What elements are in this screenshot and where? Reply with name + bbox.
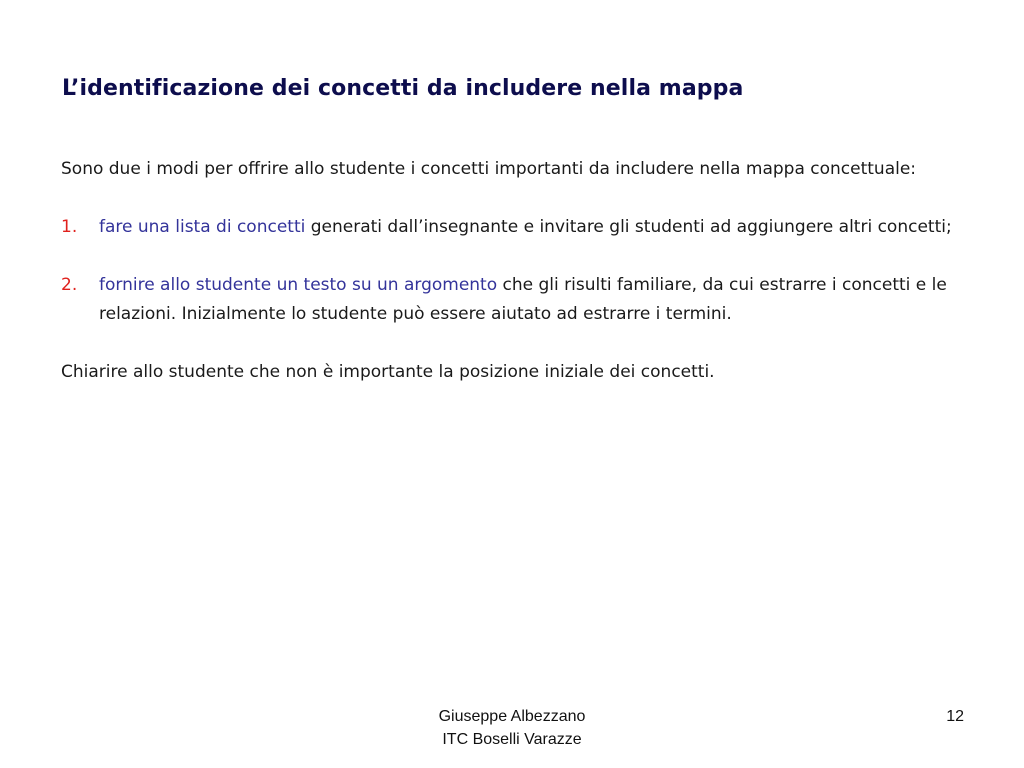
list-number-1: 1. <box>61 217 78 237</box>
page-number: 12 <box>946 708 964 725</box>
intro-paragraph: Sono due i modi per offrire allo studente i concetti importanti da includere nella mappa concettuale: <box>61 159 917 179</box>
slide-title: L’identificazione dei concetti da includere nella mappa <box>62 76 744 101</box>
list-text-2: che gli risulti familiare, da cui estrarre i concetti e le relazioni. Inizialmente lo studente può essere aiutato ad estrarre i termini. <box>99 275 947 324</box>
list-text-1: generati dall’insegnante e invitare gli studenti ad aggiungere altri concetti; <box>305 217 952 237</box>
list-number-2: 2. <box>61 275 78 295</box>
footer-author: Giuseppe Albezzano <box>438 708 586 725</box>
list-highlight-1: fare una lista di concetti <box>99 217 306 237</box>
footer-school: ITC Boselli Varazze <box>442 731 582 748</box>
footer-credits <box>412 705 612 751</box>
list-item-2 <box>61 271 961 329</box>
list-item-1 <box>61 213 961 242</box>
slide-body <box>61 155 961 416</box>
closing-paragraph: Chiarire allo studente che non è importante la posizione iniziale dei concetti. <box>61 362 715 382</box>
list-highlight-2: fornire allo studente un testo su un argomento <box>99 275 498 295</box>
